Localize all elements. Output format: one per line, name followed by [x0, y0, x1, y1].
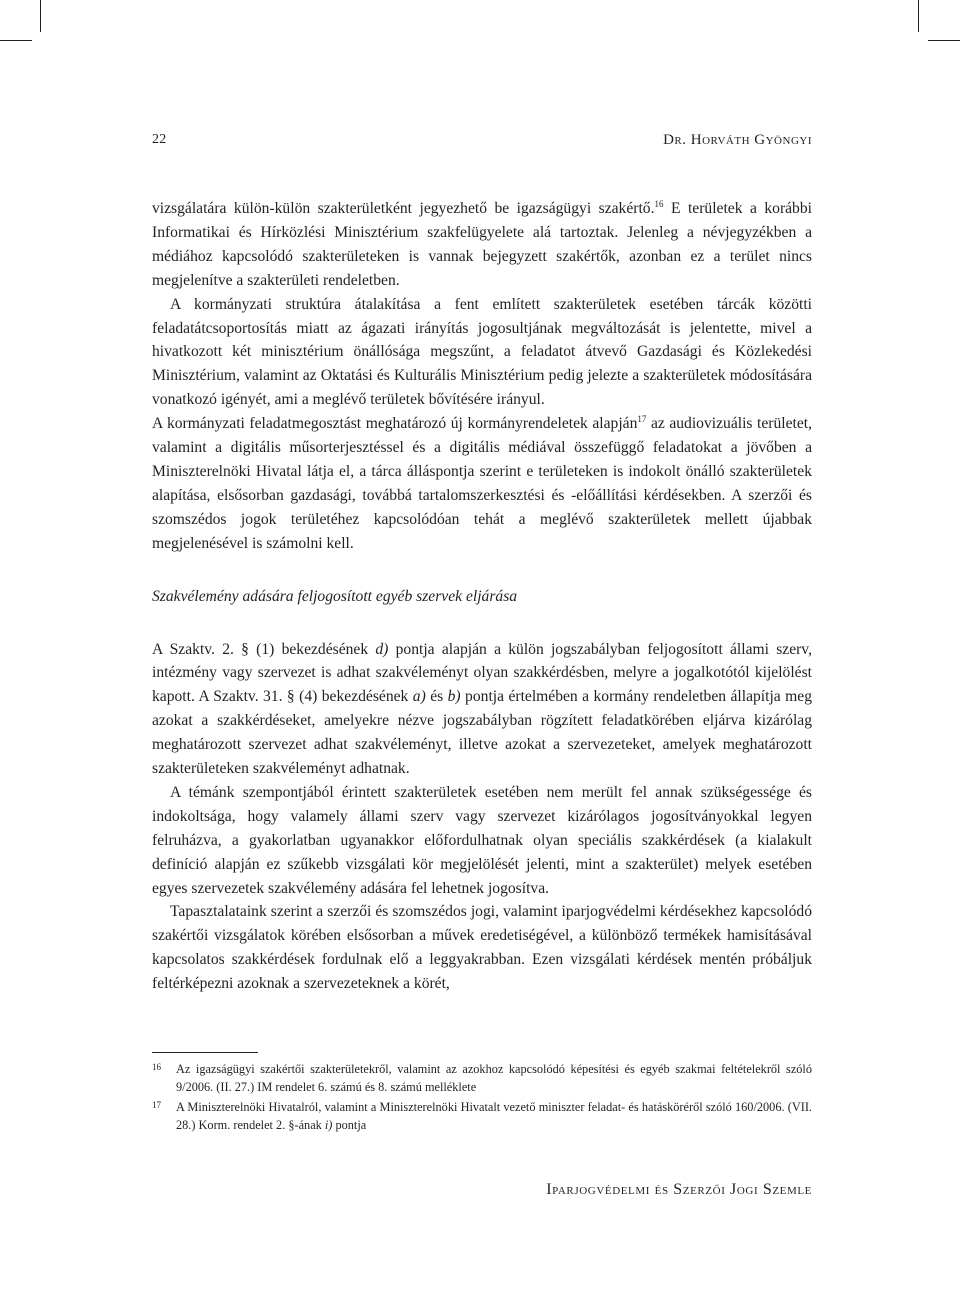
footnote-ref[interactable]: 17: [637, 414, 647, 425]
paragraph: vizsgálatára külön-külön szakterületként jegyezhető be igazságügyi szakértő.$^{16}$ E területek a korábbi Informatikai és Hírközlési Minisztérium szakfelügyelete alá tartoztak. Jelenleg a névjegyzékben a médiához kapcsolódó szakterületeken is vannak bejegyzett szakértők, azonban ez a terület nincs megjelenítve a szakterületi rendeletben.: [152, 199, 812, 289]
page-number: 22: [152, 132, 167, 147]
crop-mark: [928, 40, 960, 41]
paragraph: A Szaktv. 2. § (1) bekezdésének d) pontja alapján a külön jogszabályban feljogosított állami szerv, intézmény vagy szervezet is adhat szakvéleményt olyan szakkérdésben, melyre a jogalkotótól kijelölést kapott. A Szaktv. 31. § (4) bekezdésének a) és b) pontja értelmében a kormány rendeletben állapítja meg azokat a szakkérdéseket, amelyekre nézve jogszabályban rögzített feladatkörében eljárva kizárólag meghatározott szervezet adhat szakvéleményt, illetve azokat a szervezeteket, amelyek meghatározott szakterületeken szakvéleményt adhatnak.: [152, 640, 812, 778]
footnotes: [152, 1052, 812, 1137]
paragraph: Tapasztalataink szerint a szerzői és szomszédos jogi, valamint iparjogvédelmi kérdésekhez kapcsolódó szakértői vizsgálatok körében elsősorban a művek eredetiségével, a különböző termékek hamisításával kapcsolatos szakkérdések fordulnak elő a leggyakrabban. Ezen vizsgálati kérdések mentén próbáljuk feltérképezni azoknak a szervezeteknek a körét,: [152, 903, 812, 993]
running-head-author: Dr. Horváth Gyöngyi: [663, 132, 812, 148]
footnote: [152, 1061, 812, 1096]
footnote-number: 17: [152, 1100, 161, 1110]
footnote-text: Az igazságügyi szakértői szakterületekről, valamint az azokhoz kapcsolódó képesítési és egyéb szakmai feltételekről szóló 9/2006. (II. 27.) IM rendelet 6. számú és 8. számú melléklete: [176, 1062, 812, 1094]
footnote-text: A Miniszterelnöki Hivatalról, valamint a Miniszterelnöki Hivatalt vezető miniszter feladat- és hatásköréről szóló 160/2006. (VII. 28.) Korm. rendelet 2. §-ának: [176, 1100, 812, 1132]
section-title: Szakvélemény adására feljogosított egyéb szervek eljárása: [152, 587, 518, 605]
paragraph: A kormányzati struktúra átalakítása a fent említett szakterületek esetében tárcák közötti feladatátcsoportosítás miatt az ágazati irányítás jogosultjának megváltozását is jelentette, mivel a hivatkozott két minisztérium önállósága megszűnt, a feladatot átvevő Gazdasági és Közlekedési Minisztérium, valamint az Oktatási és Kulturális Minisztérium pedig jelezte a szakterületek módosítására vonatkozó igényét, ami a meglévő területek bővítésére irányul.: [152, 295, 812, 409]
journal-footer: Iparjogvédelmi és Szerzői Jogi Szemle: [546, 1181, 812, 1198]
crop-mark: [918, 0, 919, 32]
footnote-rule: [152, 1052, 258, 1053]
paragraph: A témánk szempontjából érintett szakterületek esetében nem merült fel annak szükségessége és indokoltsága, hogy valamely állami szerv vagy szervezet kizárólagos jogosítványokkal legyen felruházva, a gyakorlatban ugyanakkor előfordulhatnak olyan speciális szakkérdések (a kialakult definíció alapján ez szűkebb vizsgálati kör megjelölését jelenti, mint a szakterület) melyek esetében egyes szervezetek szakvélemény adására fel lehetnek jogosítva.: [152, 783, 812, 897]
footnote-ref[interactable]: 16: [654, 199, 664, 209]
footnote-number: 16: [152, 1062, 161, 1072]
crop-mark: [40, 0, 41, 32]
body-text: [152, 197, 812, 996]
footnote: 17 A Miniszterelnöki Hivatalról, valamint a Miniszterelnöki Hivatalt vezető miniszter feladat- és hatásköréről szóló 160/2006. (VII. 28.) Korm. rendelet 2. §-ának i) pontja: [152, 1099, 812, 1134]
paragraph: A kormányzati feladatmegosztást meghatározó új kormányrendeletek alapján$^{17}$ az audiovizuális területet, valamint a digitális műsorterjesztéssel és a digitális médiával összefüggő feladatokat a jövőben a Miniszterelnöki Hivatal látja el, a tárca álláspontja szerint e területeken is indokolt önálló szakterületek alapítása, elsősorban gazdasági, továbbá tartalomszerkesztési és -előállítási kérdésekben. A szerzői és szomszédos jogok területéhez kapcsolódóan tehát a meglévő szakterületek mellett újabbak megjelenésével is számolni kell.: [152, 414, 813, 552]
crop-mark: [0, 40, 32, 41]
